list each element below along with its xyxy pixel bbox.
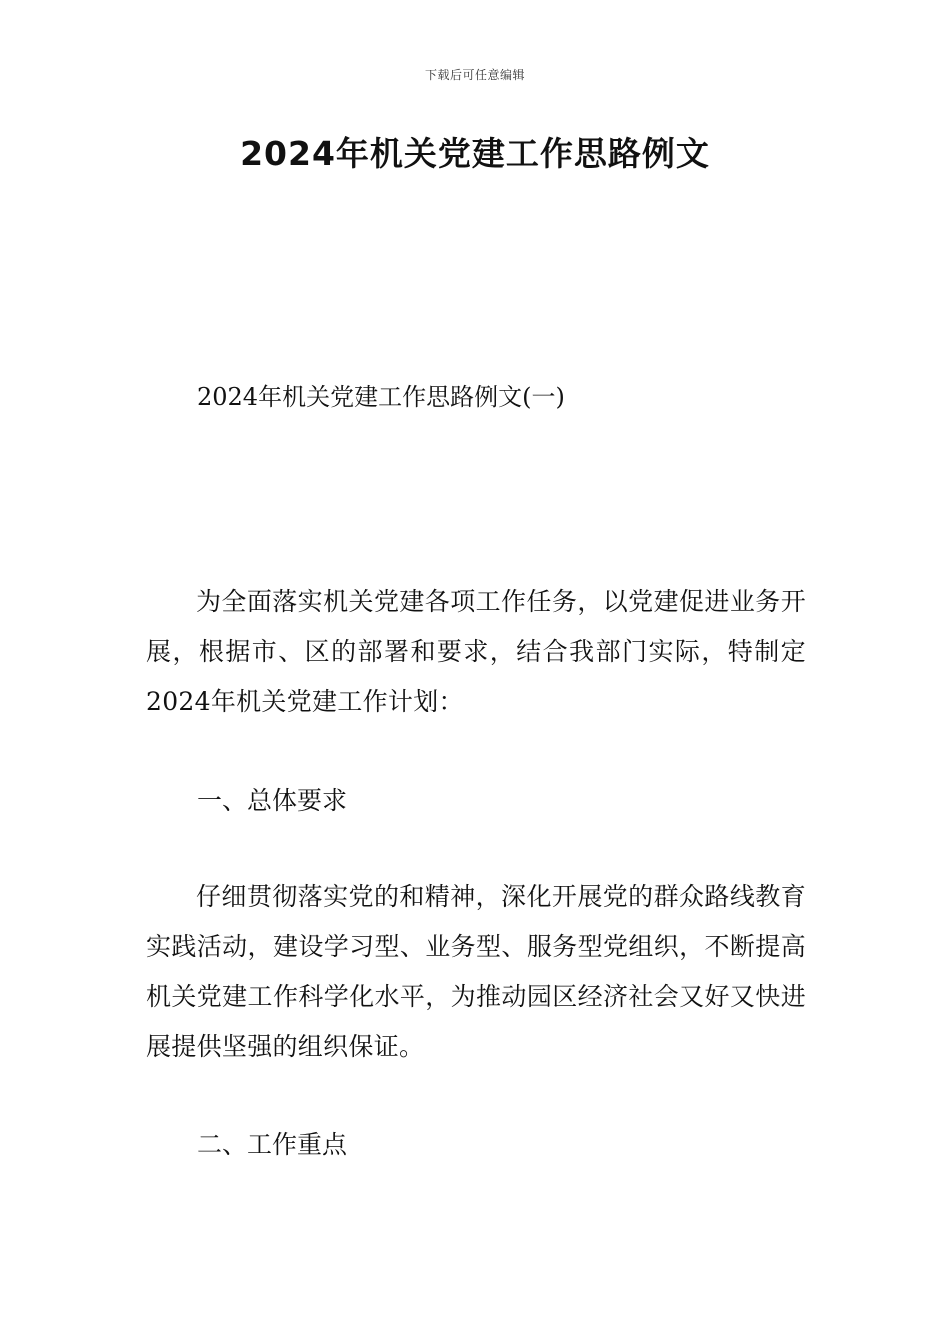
document-title: 2024年机关党建工作思路例文 bbox=[240, 134, 710, 173]
body-paragraph: 仔细贯彻落实党的和精神，深化开展党的群众路线教育实践活动，建设学习型、业务型、服务型党组织，不断提高机关党建工作科学化水平，为推动园区经济社会又好又快进展提供坚强的组织保证。 bbox=[146, 882, 806, 1061]
intro-paragraph: 为全面落实机关党建各项工作任务，以党建促进业务开展，根据市、区的部署和要求，结合我部门实际，特制定2024年机关党建工作计划： bbox=[146, 587, 806, 716]
subheading-general-requirements: 一、总体要求 bbox=[197, 786, 348, 815]
header-note: 下载后可任意编辑 bbox=[424, 68, 525, 82]
section-heading: 2024年机关党建工作思路例文(一) bbox=[197, 383, 565, 411]
subheading-work-focus: 二、工作重点 bbox=[197, 1130, 348, 1159]
